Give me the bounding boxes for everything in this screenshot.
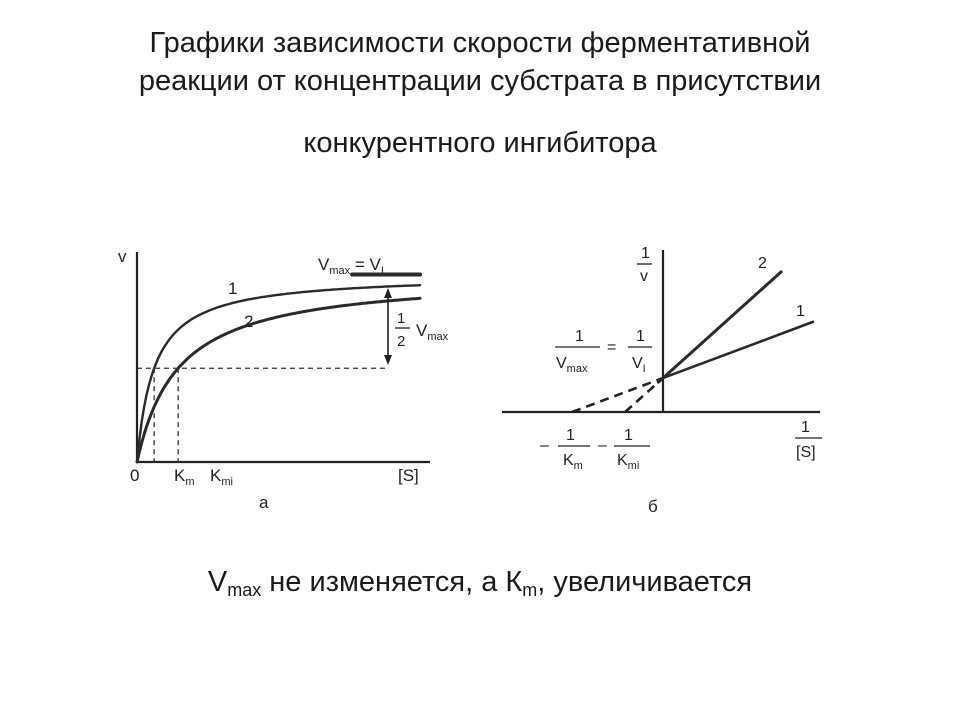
panel-b-series-2-label: 2 — [758, 255, 767, 272]
panel-b-intercept-den1: $V_{max}$ — [556, 355, 588, 375]
panel-a-tick-kmi: $K_{mi}$ — [210, 466, 233, 488]
title-line-2: реакции от концентрации субстрата в присутствии — [138, 65, 822, 97]
panel-a-vmax-equation: $V_{max} = V_I$ — [318, 255, 384, 277]
title-line-1: Графики зависимости скорости ферментативной — [149, 27, 811, 59]
panel-b-series-2-extrapolation — [625, 382, 658, 412]
panel-b-ylabel-den: v — [640, 268, 648, 285]
panel-a-half-vmax: $V_{max}$ — [416, 321, 449, 343]
panel-a-series-1-label: 1 — [228, 279, 238, 298]
panel-b-xlabel-den: [S] — [796, 444, 816, 461]
panel-b-intercept-eq: = — [607, 339, 617, 356]
caption-text-2: , увеличивается — [537, 566, 753, 598]
title-line-3: конкурентного ингибитора — [303, 127, 657, 159]
panel-a-series-2-label: 2 — [244, 312, 254, 331]
panel-b-series-1-label: 1 — [796, 303, 805, 320]
panel-a-half-den: 2 — [397, 333, 406, 350]
caption — [0, 566, 960, 601]
panel-a-ylabel: v — [118, 247, 127, 266]
panel-b-series-1-line — [659, 322, 813, 380]
panel-b-intercept-num2: 1 — [636, 328, 645, 345]
caption-vmax-sub: max — [227, 580, 262, 600]
panel-a-tick-km: $K_m$ — [174, 466, 195, 488]
panel-b-xint-kmi-num: 1 — [624, 427, 633, 444]
caption-text-1: не изменяется, а К — [261, 566, 523, 598]
panel-b-intercept-den2: $V_I$ — [632, 355, 646, 375]
panel-a — [118, 247, 449, 512]
panel-b-xint-km-den: $K_m$ — [563, 452, 583, 472]
panel-b — [502, 245, 822, 516]
panel-a-label: а — [259, 493, 269, 512]
panel-b-xint-km-sign: – — [540, 437, 549, 454]
panel-b-xint-kmi-sign: – — [598, 437, 607, 454]
panel-a-origin-label: 0 — [130, 466, 140, 485]
panel-b-series-1-extrapolation — [572, 380, 658, 412]
panel-b-xlabel-num: 1 — [801, 419, 810, 436]
panel-b-ylabel-num: 1 — [641, 245, 650, 262]
panel-b-series-2-line — [659, 272, 782, 382]
panel-a-series-1-curve — [137, 285, 420, 462]
panel-b-xint-km-num: 1 — [566, 427, 575, 444]
panel-b-intercept-num1: 1 — [575, 328, 584, 345]
panel-b-xint-kmi-den: $K_{mi}$ — [617, 452, 640, 472]
caption-vmax: V — [207, 566, 228, 598]
panel-b-label: б — [648, 497, 658, 516]
caption-km-sub: m — [522, 580, 538, 600]
panel-a-series-2-curve — [137, 298, 420, 462]
panel-a-half-num: 1 — [397, 310, 406, 327]
panel-a-xlabel: [S] — [398, 466, 419, 485]
